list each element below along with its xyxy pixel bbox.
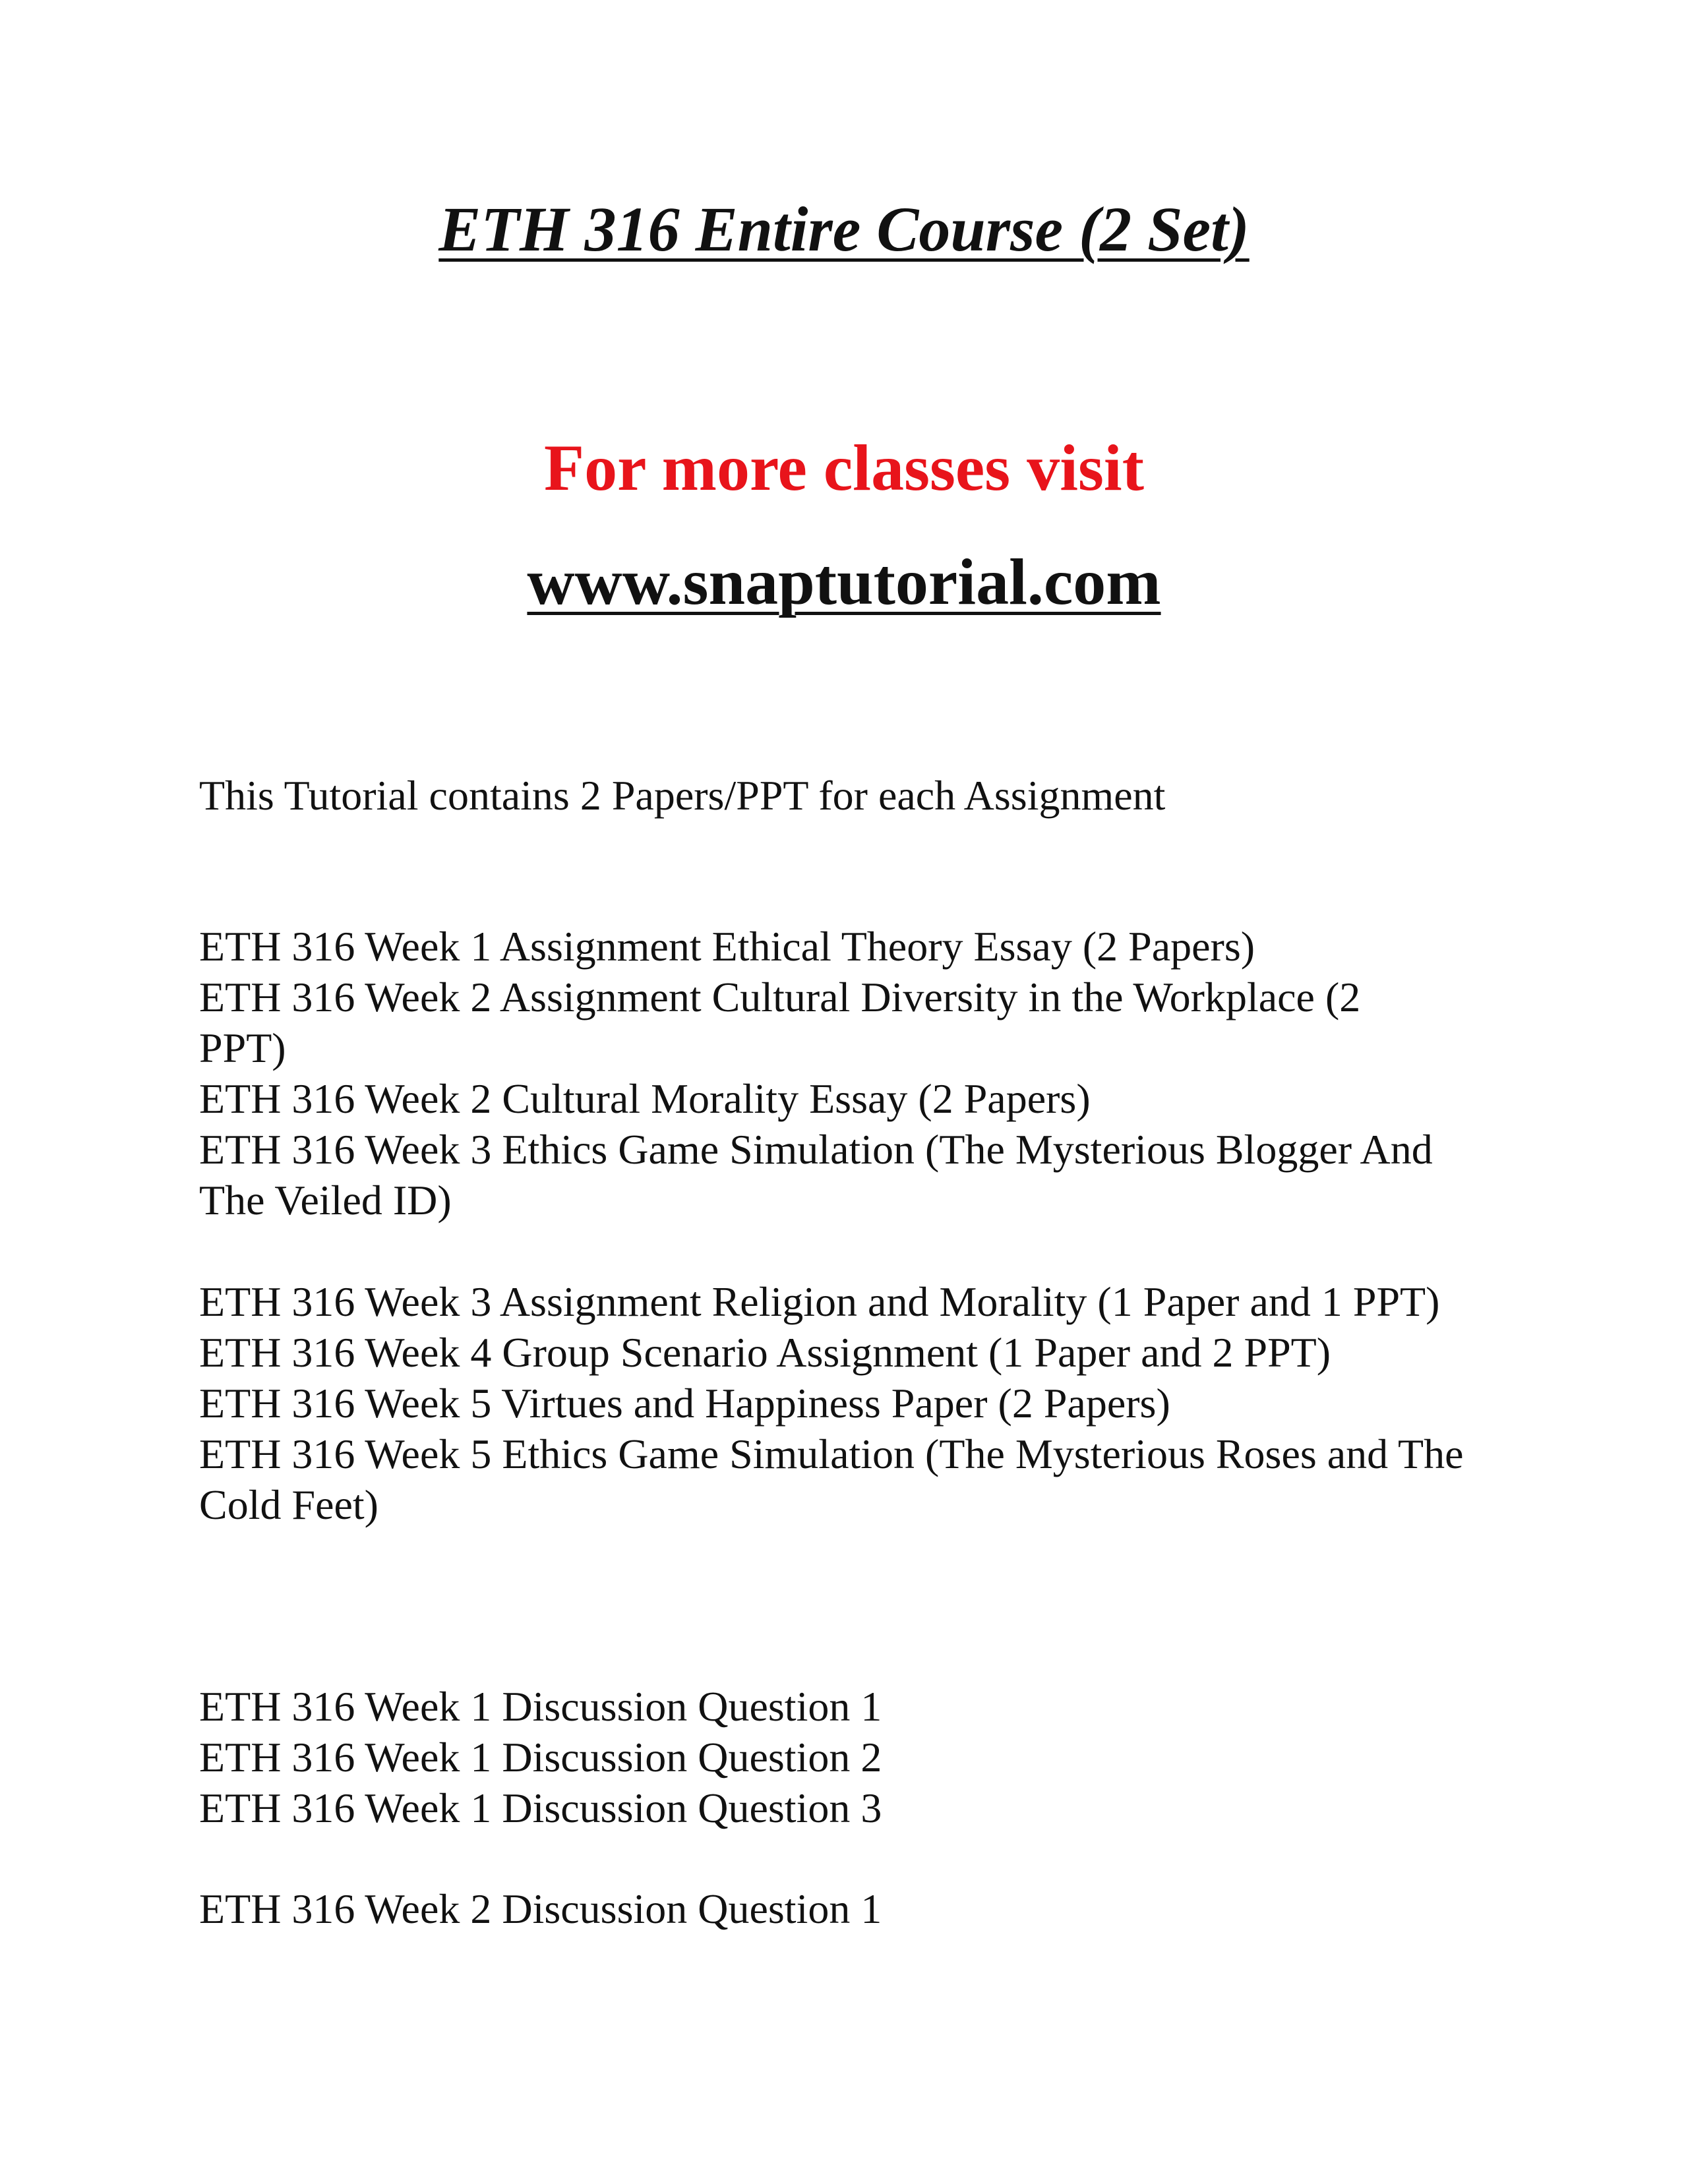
- discussion-list-week-1: [199, 1681, 1584, 1833]
- assignment-list-2: [199, 1276, 1584, 1530]
- list-item: ETH 316 Week 3 Ethics Game Simulation (The Mysterious Blogger And The Veiled ID): [199, 1126, 1433, 1224]
- intro-text: This Tutorial contains 2 Papers/PPT for each Assignment: [199, 772, 1166, 819]
- list-item: ETH 316 Week 2 Cultural Morality Essay (2 Papers): [199, 1075, 1091, 1122]
- discussion-list-week-2: [199, 1883, 1584, 1934]
- list-item: ETH 316 Week 2 Assignment Cultural Diversity in the Workplace (2 PPT): [199, 974, 1361, 1071]
- visit-heading: For more classes visit: [543, 431, 1144, 504]
- list-item: ETH 316 Week 1 Discussion Question 2: [199, 1734, 882, 1781]
- list-item: ETH 316 Week 1 Discussion Question 3: [199, 1785, 882, 1831]
- list-item: ETH 316 Week 3 Assignment Religion and Morality (1 Paper and 1 PPT): [199, 1278, 1440, 1325]
- assignment-list-1: [199, 921, 1584, 1225]
- list-item: ETH 316 Week 5 Ethics Game Simulation (The Mysterious Roses and The Cold Feet): [199, 1431, 1464, 1528]
- list-item: ETH 316 Week 5 Virtues and Happiness Paper (2 Papers): [199, 1380, 1170, 1427]
- list-item: ETH 316 Week 4 Group Scenario Assignment (1 Paper and 2 PPT): [199, 1329, 1331, 1376]
- website-link[interactable]: www.snaptutorial.com: [527, 545, 1161, 618]
- list-item: ETH 316 Week 2 Discussion Question 1: [199, 1885, 882, 1932]
- list-item: ETH 316 Week 1 Discussion Question 1: [199, 1683, 882, 1730]
- document-title: ETH 316 Entire Course (2 Set): [438, 194, 1250, 264]
- list-item: ETH 316 Week 1 Assignment Ethical Theory Essay (2 Papers): [199, 923, 1255, 970]
